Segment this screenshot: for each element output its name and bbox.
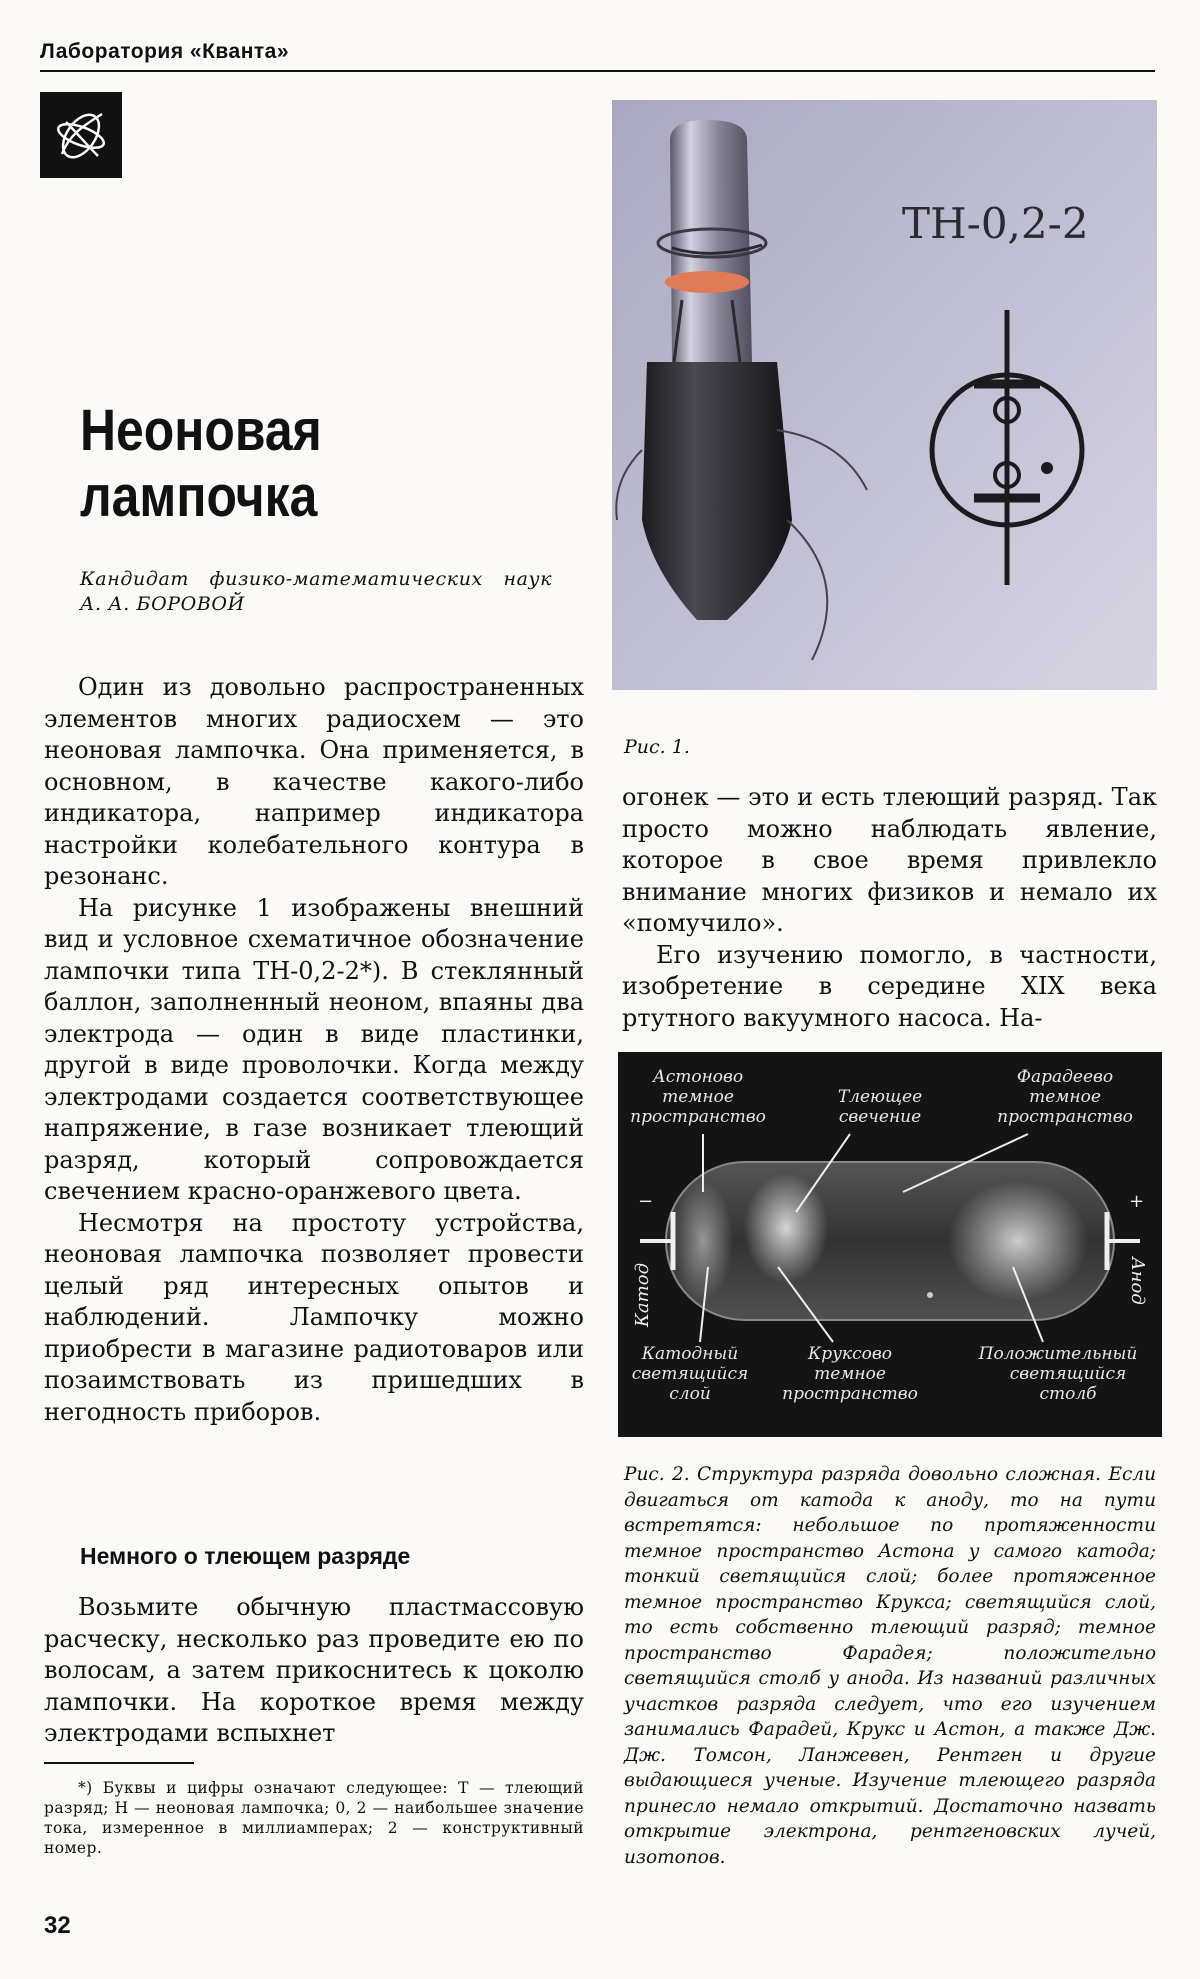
label-cathode-layer-1: Катодный (641, 1344, 739, 1364)
title-line-2: лампочка (80, 464, 318, 529)
figure-2-discharge-diagram (618, 1052, 1162, 1437)
label-cathode-layer-2: светящийся (631, 1364, 749, 1384)
section-header: Лаборатория «Кванта» (40, 40, 290, 63)
author-degree: Кандидат физико-математических наук (80, 568, 553, 590)
label-aston-2: темное (662, 1087, 734, 1107)
paragraph: огонек — это и есть тлеющий разряд. Так просто можно наблюдать явление, которое в свое время привлекло внимание многих физиков и немало их «помучило». (622, 783, 1157, 937)
label-column-3: столб (1039, 1384, 1097, 1404)
paragraph: На рисунке 1 изображены внешний вид и условное схематичное обозначение лампочки типа ТН-0,2-2*). В стеклянный баллон, заполненный неоном, впаяны два электрода — один в виде пластинки, другой в виде проволочки. Когда между электродами создается соответствующее напряжение, в газе возникает тлеющий разряд, который сопровождается свечением красно-оранжевого цвета. (44, 893, 584, 1205)
cathode-label: Катод (632, 1263, 653, 1327)
label-aston-3: пространство (630, 1107, 766, 1127)
figure-1-caption: Рис. 1. (624, 736, 690, 758)
label-crookes-2: темное (814, 1364, 886, 1384)
label-glow-1: Тлеющее (837, 1087, 923, 1107)
lamp-type-label: ТН-0,2-2 (902, 199, 1089, 248)
body-column-right (622, 782, 1157, 1034)
figure-2-caption: Рис. 2. Структура разряда довольно сложная. Если двигаться от катода к аноду, то на пути встретятся: небольшое по протяженности темное пространство Астона у самого катода; тонкий светящийся слой; более протяженное темное пространство Крукса; светящийся слой, то есть собственно тлеющий разряд; темное пространство Фарадея; положительно светящийся столб у анода. Из названий различных участков разряда следует, что его изучением занимались Фарадей, Крукс и Астон, а также Дж. Дж. Томсон, Ланжевен, Рентген и другие выдающиеся ученые. Изучение тлеющего разряда принесло немало открытий. Достаточно назвать открытие электрона, рентгеновских лучей, изотопов. (624, 1464, 1156, 1868)
plus-sign: + (1129, 1191, 1145, 1212)
label-column-2: светящийся (1009, 1364, 1127, 1384)
footnote-rule (44, 1762, 194, 1764)
figure-1-photo (612, 100, 1157, 690)
label-crookes-3: пространство (782, 1384, 918, 1404)
title-line-1: Неоновая (80, 398, 322, 463)
section-subheading: Немного о тлеющем разряде (80, 1543, 411, 1569)
body-column-left (44, 672, 584, 1428)
footnote (44, 1778, 584, 1858)
label-faraday-2: темное (1029, 1087, 1101, 1107)
paragraph: Один из довольно распространенных элементов многих радиосхем — это неоновая лампочка. Она применяется, в основном, в качестве какого-либо индикатора, например индикатора настройки колебательного контура в резонанс. (44, 673, 584, 890)
label-cathode-layer-3: слой (669, 1384, 711, 1404)
author-name: А. А. БОРОВОЙ (80, 593, 245, 615)
discharge-tube-icon (640, 1162, 1140, 1320)
header-rule (40, 70, 1155, 72)
lab-logo-icon (40, 92, 122, 178)
label-crookes-1: Круксово (808, 1344, 892, 1364)
label-glow-2: свечение (838, 1107, 922, 1127)
minus-sign: − (638, 1191, 654, 1212)
paragraph: Возьмите обычную пластмассовую расческу, несколько раз проведите ею по волосам, а затем прикоснитесь к цоколю лампочки. На короткое время между электродами вспыхнет (44, 1593, 584, 1747)
label-column-1: Положительный (978, 1344, 1138, 1364)
page-number: 32 (44, 1912, 71, 1939)
label-aston-1: Астоново (652, 1067, 744, 1087)
anode-label: Анод (1127, 1257, 1148, 1305)
body-column-left-continued (44, 1592, 584, 1750)
article-title (80, 398, 441, 530)
paragraph: Его изучению помогло, в частности, изобретение в середине XIX века ртутного вакуумного насоса. На- (622, 940, 1157, 1032)
footnote-text: *) Буквы и цифры означают следующее: Т — тлеющий разряд; Н — неоновая лампочка; 0, 2 — наибольшее значение тока, измеренное в миллиамперах; 2 — конструктивный номер. (44, 1779, 584, 1857)
label-faraday-1: Фарадеево (1016, 1067, 1114, 1087)
paragraph: Несмотря на простоту устройства, неоновая лампочка позволяет провести целый ряд интересных опытов и наблюдений. Лампочку можно приобрести в магазине радиотоваров или позаимствовать из пришедших в негодность приборов. (44, 1208, 584, 1426)
author-block (80, 567, 580, 617)
label-faraday-3: пространство (997, 1107, 1133, 1127)
